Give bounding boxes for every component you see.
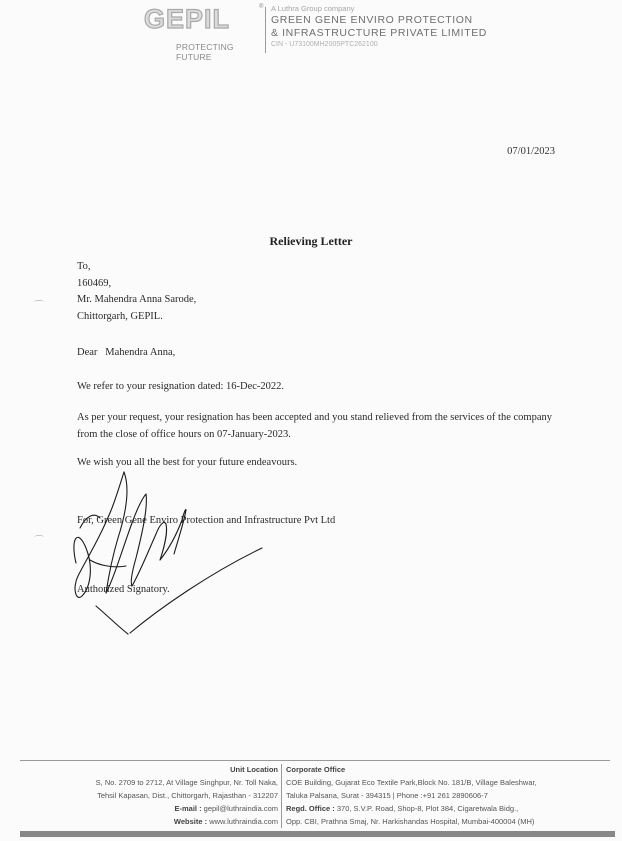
- handwritten-signature: [60, 468, 280, 638]
- unit-location-block: [96, 763, 278, 828]
- bottom-band: [20, 831, 615, 837]
- website-label: Website :: [173, 817, 208, 826]
- email-label: E-mail :: [174, 804, 202, 813]
- paragraph-good-wishes: We wish you all the best for your future endeavours.: [77, 457, 298, 468]
- company-logo: [142, 4, 260, 62]
- paragraph-relieving-statement: As per your request, your resignation has been accepted and you stand relieved from the services of the company from the close of office hours on 07-January-2023.: [77, 412, 552, 440]
- address-line: To,: [77, 261, 91, 272]
- footer-column-divider: [281, 764, 282, 828]
- header-divider: [265, 7, 266, 53]
- salutation: Dear Mahendra Anna,: [77, 347, 176, 358]
- letter-date: 07/01/2023: [507, 146, 555, 157]
- website-value: www.luthraindia.com: [209, 817, 278, 826]
- recipient-address: [77, 259, 196, 325]
- group-line: A Luthra Group company: [271, 4, 355, 13]
- corporate-office-heading: Corporate Office: [286, 765, 346, 774]
- logo-wordmark: GEPIL: [144, 4, 231, 34]
- regd-office-address1: 370, S.V.P. Road, Shop-8, Plot 384, Cigaretwala Bidg.,: [336, 804, 519, 813]
- footer-divider: [20, 760, 610, 761]
- address-line: Mr. Mahendra Anna Sarode,: [77, 294, 197, 305]
- corporate-address-line2: Taluka Palsana, Surat - 394315 | Phone :+91 261 2890606-7: [286, 791, 488, 800]
- paragraph-resignation-reference: We refer to your resignation dated: 16-Dec-2022.: [77, 381, 285, 392]
- company-name-line2: & INFRASTRUCTURE PRIVATE LIMITED: [271, 26, 487, 39]
- letter-title: Relieving Letter: [269, 234, 353, 248]
- company-name-line1: GREEN GENE ENVIRO PROTECTION: [271, 14, 473, 26]
- corporate-address-line1: COE Building, Gujarat Eco Textile Park,Block No. 181/B, Village Baleshwar,: [286, 778, 537, 787]
- address-line: 160469,: [77, 277, 112, 289]
- regd-office-label: Regd. Office :: [286, 804, 335, 813]
- cin-number: CIN - U73100MH2005PTC262100: [271, 41, 378, 48]
- authorized-signatory-label: Authorized Signatory.: [77, 584, 170, 595]
- registered-mark: ®: [259, 4, 264, 10]
- unit-address-line1: S, No. 2709 to 2712, At Village Singhpur, Nr. Toll Naka,: [95, 778, 278, 787]
- margin-mark: ⌒: [34, 536, 44, 547]
- margin-mark: ⌒: [34, 301, 44, 312]
- unit-address-line2: Tehsil Kapasan, Dist., Chittorgarh, Rajasthan - 312207: [97, 791, 278, 800]
- signoff-company: For, Green Gene Enviro Protection and Infrastructure Pvt Ltd: [77, 515, 336, 526]
- logo-tagline: PROTECTING FUTURE: [176, 42, 234, 62]
- email-line: [96, 802, 278, 815]
- unit-location-heading: Unit Location: [230, 765, 278, 774]
- website-line: [96, 815, 278, 828]
- letter-footer: [0, 760, 622, 830]
- corporate-office-block: [286, 763, 537, 828]
- email-value: gepil@luthraindia.com: [203, 804, 278, 813]
- registered-office-line2: Opp. CBI, Prathna Smaj, Nr. Harkishandas Hospital, Mumbai-400004 (MH): [286, 817, 535, 826]
- address-line: Chittorgarh, GEPIL.: [77, 310, 163, 322]
- company-header: [271, 4, 487, 50]
- registered-office-line1: [286, 802, 537, 815]
